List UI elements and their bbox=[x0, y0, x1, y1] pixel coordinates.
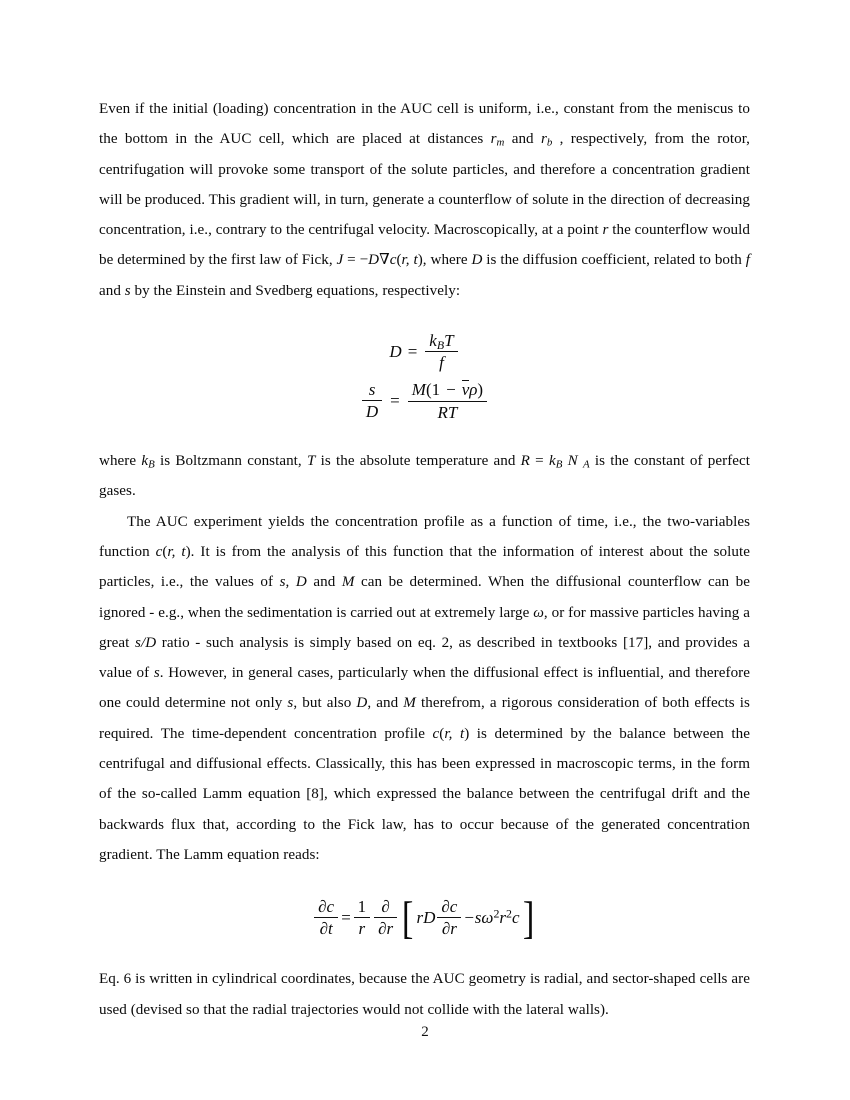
p2-text-b: is Boltzmann constant, bbox=[154, 453, 307, 470]
eq1-fraction bbox=[425, 332, 457, 373]
paragraph-1 bbox=[99, 94, 750, 306]
p1-text-g: by the Einstein and Svedberg equations, respectively: bbox=[130, 282, 461, 299]
lamm-term1-fraction bbox=[437, 898, 461, 939]
symbol-D-diffusion: D bbox=[471, 252, 483, 269]
eq1-lhs-D: D bbox=[389, 342, 402, 362]
eq2-lhs-numerator: s bbox=[368, 379, 376, 399]
subscript-m: m bbox=[496, 136, 505, 149]
symbol-s-over-D: s/D bbox=[135, 634, 157, 651]
paren-open: ( bbox=[396, 252, 402, 269]
equation-svedberg bbox=[360, 376, 489, 426]
p3-text-d: , or for massive particles having a great bbox=[99, 604, 750, 651]
p3-text-h: , and bbox=[367, 695, 404, 712]
p1-equals-minus: = − bbox=[343, 252, 369, 269]
subscript-A: A bbox=[582, 458, 590, 471]
symbol-kB: k bbox=[141, 453, 149, 470]
symbol-T: T bbox=[306, 453, 316, 470]
bracket-open-icon: [ bbox=[402, 892, 414, 944]
p3-text-g: , but also bbox=[293, 695, 357, 712]
page-number: 2 bbox=[421, 1024, 429, 1040]
symbol-c-function: c bbox=[389, 252, 397, 269]
lamm-d-num: ∂ bbox=[381, 896, 390, 916]
symbol-M-value-2: M bbox=[403, 695, 416, 712]
lamm-term2: $s\omega^2r^2c$ bbox=[474, 906, 520, 928]
p2-text-d: is the constant of perfect gases. bbox=[99, 453, 751, 500]
symbol-M-value: M bbox=[341, 574, 355, 591]
eq1-denominator: f bbox=[425, 351, 457, 372]
lamm-minus: − bbox=[463, 908, 475, 928]
lamm-lhs-fraction bbox=[314, 898, 338, 939]
subscript-B-2: B bbox=[555, 458, 563, 471]
page-content bbox=[99, 94, 750, 1025]
symbol-s: s bbox=[124, 282, 131, 299]
subscript-B: B bbox=[148, 458, 155, 471]
paragraph-3 bbox=[99, 507, 750, 871]
symbol-s-value-3: s bbox=[287, 695, 294, 712]
eq2-lhs-fraction bbox=[362, 381, 382, 422]
equation-lamm bbox=[312, 890, 537, 946]
lamm-one-over-r bbox=[354, 898, 371, 939]
lamm-d-den: ∂r bbox=[374, 917, 397, 938]
eq2-equals: = bbox=[390, 391, 400, 411]
p1-text-b: , respectively, from the rotor, centrifugation will provoke some transport of the solute particles, and therefore a concentration gradient will be produced. This gradient will, in turn, generate a counterflow of solute in the direction of decreasing concentration, i.e., contrary to the centrifugal velocity. Macroscopically, at a point bbox=[99, 131, 750, 239]
symbol-c-profile: c bbox=[155, 543, 163, 560]
p3-and: and bbox=[306, 574, 342, 591]
eq2-numerator: M(1 − vρ) bbox=[411, 380, 484, 400]
lamm-term1-numerator: ∂c bbox=[441, 896, 458, 916]
lamm-term1-prefix: rD bbox=[416, 908, 436, 928]
symbol-J: J bbox=[336, 252, 344, 269]
p1-text-and: and bbox=[504, 131, 541, 148]
paragraph-2 bbox=[99, 446, 750, 507]
symbol-r-arg: r, bbox=[401, 252, 410, 269]
eq1-numerator: kBT bbox=[429, 330, 454, 352]
paragraph-4 bbox=[99, 964, 750, 1025]
subscript-b: b bbox=[546, 136, 553, 149]
eq2-denominator: RT bbox=[408, 401, 487, 422]
lamm-lhs-numerator: ∂c bbox=[318, 896, 335, 916]
lamm-r: r bbox=[354, 917, 371, 938]
symbol-t-arg: t bbox=[413, 252, 418, 269]
p3-text-e: ratio - such analysis is simply based on eq. 2, as described in textbooks [17], and provides a value of bbox=[99, 634, 750, 682]
p1-text-c: the counterflow would be determined by the first law of Fick, bbox=[99, 222, 750, 269]
symbol-D-value-2: D bbox=[356, 695, 368, 712]
symbol-s-value-2: s bbox=[153, 665, 160, 682]
p3-comma: , bbox=[285, 574, 296, 591]
symbol-s-value: s bbox=[279, 574, 286, 591]
symbol-r: r bbox=[602, 222, 609, 239]
symbol-r-bottom: r bbox=[540, 131, 547, 148]
p3-paren-open: ( bbox=[162, 543, 168, 560]
p1-text-e: is the diffusion coefficient, related to both bbox=[482, 252, 746, 269]
bracket-close-icon: ] bbox=[522, 892, 534, 944]
symbol-t-arg-3: t bbox=[459, 725, 465, 742]
p3-text-c2: can be determined. When the diffusional counterflow can be ignored - e.g., when the sedimentation is carried out at extremely large bbox=[99, 574, 751, 621]
symbol-D-value: D bbox=[295, 574, 307, 591]
equation-block-einstein-svedberg bbox=[99, 328, 750, 426]
symbol-kB-2: k bbox=[548, 453, 556, 470]
lamm-equals: = bbox=[340, 908, 352, 928]
p2-equals: = bbox=[529, 453, 549, 470]
p3-text-j: ) is determined by the balance between the centrifugal and diffusional effects. Classically, this has been expressed in macroscopic terms, in the form of the so-called Lamm equation [8], which expressed the balance between the centrifugal drift and the backwards flux that, according to the Fick law, has to occur because of the generated concentration gradient. The Lamm equation reads: bbox=[99, 725, 751, 863]
lamm-bracket-contents bbox=[416, 898, 519, 939]
lamm-partial-operator bbox=[374, 898, 397, 939]
p2-text-c: is the absolute temperature and bbox=[315, 453, 521, 470]
eq1-equals: = bbox=[407, 342, 418, 362]
eq2-rhs-fraction bbox=[408, 380, 487, 422]
equation-block-lamm bbox=[99, 890, 750, 946]
symbol-omega: ω bbox=[533, 604, 544, 621]
symbol-r-arg-3: r, bbox=[444, 725, 453, 742]
p1-text-d: ), where bbox=[417, 252, 472, 269]
lamm-lhs-denominator: ∂t bbox=[314, 917, 338, 938]
p1-text-and2: and bbox=[99, 282, 125, 299]
p3-text-f: . However, in general cases, particularly when the diffusional effect is influential, and therefore one could determine not only bbox=[99, 665, 750, 712]
p1-text-a: Even if the initial (loading) concentration in the AUC cell is uniform, i.e., constant from the meniscus to the bottom in the AUC cell, which are placed at distances bbox=[99, 101, 750, 148]
lamm-one: 1 bbox=[357, 896, 367, 916]
eq2-lhs-denominator: D bbox=[362, 400, 382, 421]
symbol-r-arg-2: r, bbox=[167, 543, 176, 560]
equation-einstein bbox=[389, 328, 459, 376]
p3-paren-open-2: ( bbox=[439, 725, 445, 742]
p3-text-a: The AUC experiment yields the concentration profile as a function of time, i.e., the two-variables function bbox=[99, 513, 750, 560]
p3-text-i: therefrom, a rigorous consideration of both effects is required. The time-dependent concentration profile bbox=[99, 695, 750, 742]
symbol-c-profile-2: c bbox=[432, 725, 440, 742]
symbol-D-flux: D bbox=[368, 252, 380, 269]
symbol-f: f bbox=[745, 252, 750, 269]
symbol-t-arg-2: t bbox=[181, 543, 186, 560]
p2-text-a: where bbox=[99, 453, 142, 470]
symbol-r-meniscus: r bbox=[490, 131, 497, 148]
nabla-icon: ∇ bbox=[379, 252, 390, 269]
symbol-N-avogadro: N bbox=[567, 453, 578, 470]
lamm-term1-denominator: ∂r bbox=[437, 917, 461, 938]
p4-text: Eq. 6 is written in cylindrical coordinates, because the AUC geometry is radial, and sector-shaped cells are used (devised so that the radial trajectories would not collide with the lateral walls). bbox=[99, 971, 750, 1018]
p3-text-b: ). It is from the analysis of this function that the information of interest about the solute particles, i.e., the values of bbox=[99, 543, 750, 591]
symbol-R: R bbox=[520, 453, 530, 470]
